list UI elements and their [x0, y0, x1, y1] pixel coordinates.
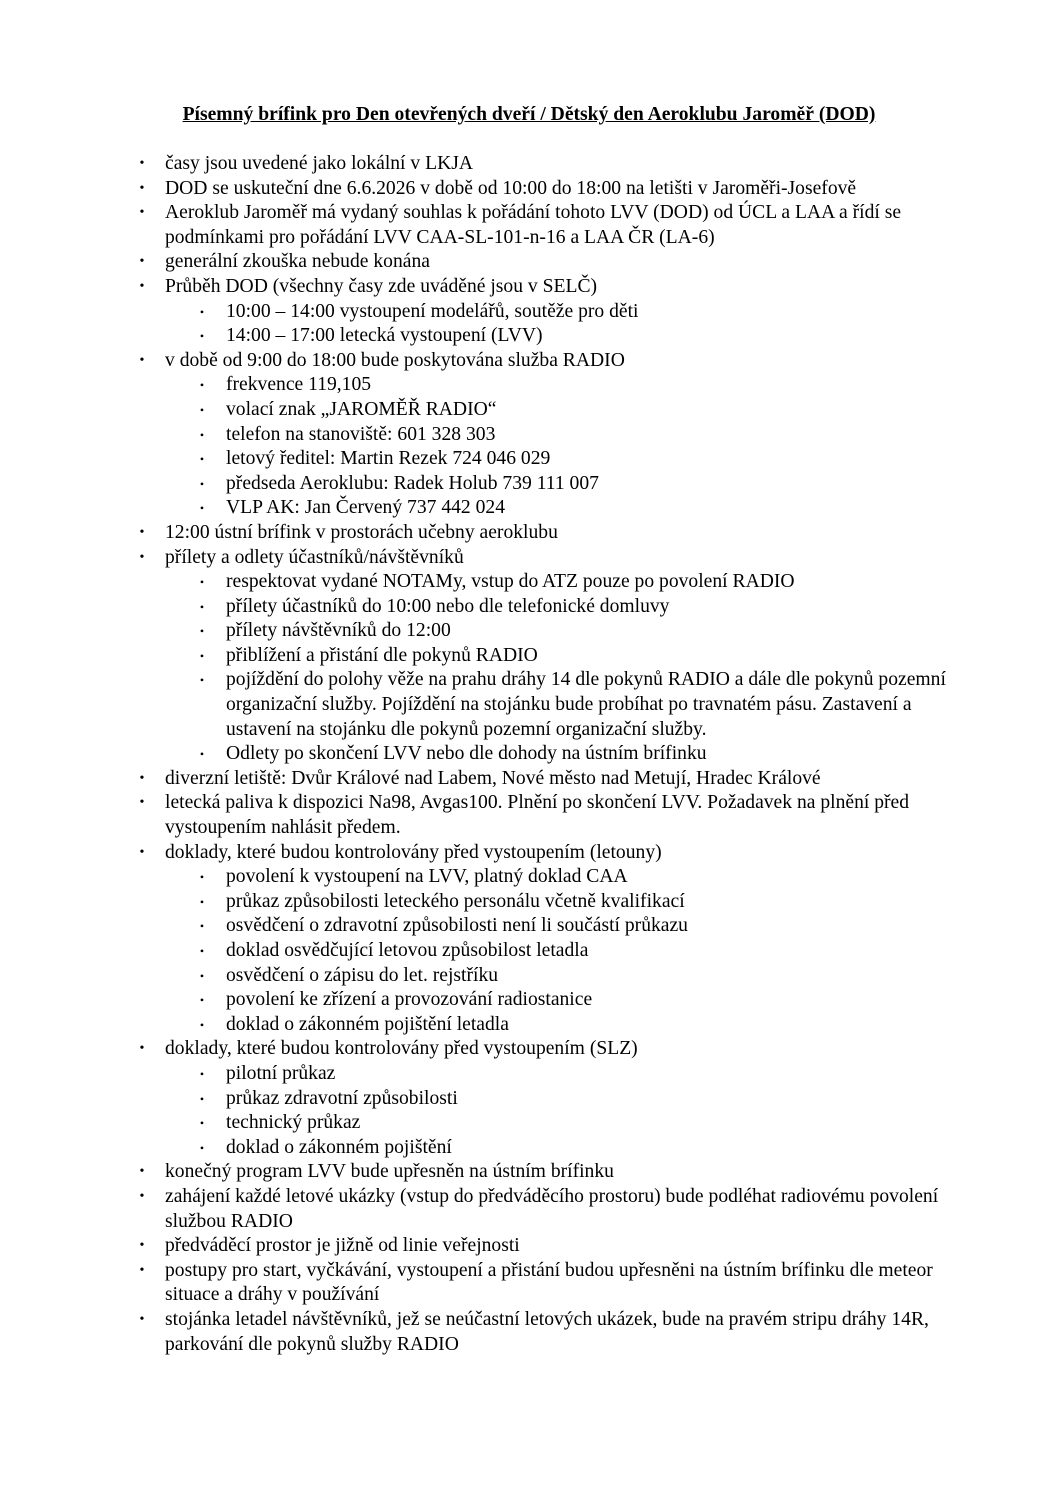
bullet-icon: •	[199, 329, 205, 344]
bullet-icon: •	[139, 1164, 145, 1180]
list-item-text: konečný program LVV bude upřesněn na ústním brífinku	[165, 1161, 614, 1183]
bullet-icon: •	[139, 1041, 145, 1057]
sub-list-item	[0, 890, 1058, 915]
list-item	[0, 521, 1058, 546]
bullet-icon: •	[199, 427, 205, 442]
sub-list-item-text: osvědčení o zdravotní způsobilosti není li součástí průkazu	[226, 915, 688, 937]
sub-list-item-text: doklad o zákonném pojištění	[226, 1136, 452, 1158]
sub-list	[0, 373, 1058, 521]
sub-list-item-text: osvědčení o zápisu do let. rejstříku	[226, 964, 499, 986]
bullet-icon: •	[139, 180, 145, 196]
list-item	[0, 152, 1058, 177]
sub-list-item	[0, 619, 1058, 644]
list-item-text: generální zkouška nebude konána	[165, 251, 430, 273]
bullet-icon: •	[139, 254, 145, 270]
sub-list-item-text: respektovat vydané NOTAMy, vstup do ATZ pouze po povolení RADIO	[226, 571, 795, 593]
sub-list-item-text: frekvence 119,105	[226, 374, 372, 396]
list-item-text: Průběh DOD (všechny časy zde uváděné jsou v SELČ)	[165, 275, 598, 297]
sub-list-item	[0, 300, 1058, 325]
sub-list-item-text: pilotní průkaz	[226, 1062, 336, 1084]
sub-list-item-text: přiblížení a přistání dle pokynů RADIO	[226, 644, 538, 666]
bullet-icon: •	[199, 452, 205, 467]
sub-list-item-text: průkaz způsobilosti leteckého personálu včetně kvalifikací	[226, 890, 685, 912]
bullet-icon: •	[139, 278, 145, 294]
sub-list-item-text: VLP AK: Jan Červený 737 442 024	[226, 497, 506, 519]
sub-list-item-text: průkaz zdravotní způsobilosti	[226, 1087, 458, 1109]
list-item-text: doklady, které budou kontrolovány před vystoupením (SLZ)	[165, 1038, 638, 1060]
bullet-icon: •	[199, 944, 205, 958]
list-item	[0, 201, 1058, 250]
list-item-text: v době od 9:00 do 18:00 bude poskytována služba RADIO	[165, 349, 625, 371]
sub-list-item	[0, 472, 1058, 497]
bullet-icon: •	[139, 1262, 145, 1278]
list-item	[0, 791, 1058, 840]
bullet-icon: •	[199, 1091, 205, 1106]
bullet-icon: •	[199, 673, 205, 688]
bullet-icon: •	[199, 476, 205, 491]
sub-list	[0, 865, 1058, 1037]
sub-list-item	[0, 644, 1058, 669]
sub-list-item-text: telefon na stanoviště: 601 328 303	[226, 423, 496, 445]
sub-list-item-text: doklad osvědčující letovou způsobilost letadla	[226, 940, 589, 961]
sub-list-item-text: povolení ke zřízení a provozování radiostanice	[226, 989, 593, 1011]
list-item-text: DOD se uskuteční dne 6.6.2026 v době od 10:00 do 18:00 na letišti v Jaroměři-Josefově	[165, 177, 857, 199]
sub-list-item	[0, 964, 1058, 989]
list-item	[0, 841, 1058, 866]
document-title: Písemný brífink pro Den otevřených dveří / Dětský den Aeroklubu Jaroměř (DOD)	[182, 104, 876, 125]
list-item-text: doklady, které budou kontrolovány před vystoupením (letouny)	[165, 841, 662, 863]
bullet-icon: •	[199, 378, 205, 393]
bullet-icon: •	[139, 844, 145, 860]
list-item	[0, 546, 1058, 571]
bullet-icon: •	[139, 770, 145, 786]
sub-list-item	[0, 595, 1058, 620]
sub-list-item	[0, 988, 1058, 1013]
sub-list-item-text: technický průkaz	[226, 1112, 361, 1134]
sub-list	[0, 570, 1058, 767]
list-item-text: zahájení každé letové ukázky (vstup do předváděcího prostoru) bude podléhat radiovému povolení službou RADIO	[165, 1185, 939, 1232]
bullet-icon: •	[199, 1140, 205, 1155]
list-item-text: diverzní letiště: Dvůr Králové nad Labem, Nové město nad Metují, Hradec Králové	[165, 767, 821, 789]
list-item-text: předváděcí prostor je jižně od linie veřejnosti	[165, 1235, 520, 1257]
list-item-text: 12:00 ústní brífink v prostorách učebny aeroklubu	[165, 521, 558, 543]
list-item-text: Aeroklub Jaroměř má vydaný souhlas k pořádání tohoto LVV (DOD) od ÚCL a LAA a řídí se podmínkami pro pořádání LVV CAA-SL-101-n-16 a LAA ČR (LA-6)	[165, 202, 902, 248]
list-item	[0, 1234, 1058, 1259]
sub-list	[0, 1062, 1058, 1160]
sub-list-item-text: povolení k vystoupení na LVV, platný doklad CAA	[226, 866, 628, 888]
list-item	[0, 767, 1058, 792]
sub-list-item	[0, 1087, 1058, 1112]
list-item-text: stojánka letadel návštěvníků, jež se neúčastní letových ukázek, bude na pravém stripu dráhy 14R, parkování dle pokynů služby RADIO	[165, 1308, 929, 1355]
sub-list-item	[0, 447, 1058, 472]
bullet-icon: •	[199, 304, 205, 319]
list-item	[0, 1037, 1058, 1062]
bullet-icon: •	[199, 993, 205, 1008]
list-item	[0, 1185, 1058, 1234]
sub-list-item	[0, 570, 1058, 595]
sub-list-item	[0, 914, 1058, 939]
bullet-icon: •	[199, 1066, 205, 1081]
sub-list-item-text: 14:00 – 17:00 letecká vystoupení (LVV)	[226, 325, 543, 347]
bullet-icon: •	[139, 1188, 145, 1204]
bullet-icon: •	[199, 624, 205, 639]
bullet-icon: •	[199, 894, 205, 909]
briefing-list	[0, 152, 1058, 1357]
sub-list-item-text: předseda Aeroklubu: Radek Holub 739 111 007	[226, 472, 599, 494]
bullet-icon: •	[199, 747, 205, 762]
bullet-icon: •	[199, 648, 205, 663]
sub-list-item	[0, 668, 1058, 742]
bullet-icon: •	[139, 352, 145, 368]
list-item-text: letecká paliva k dispozici Na98, Avgas100. Plnění po skončení LVV. Požadavek na plnění před vystoupením nahlásit předem.	[165, 792, 910, 839]
bullet-icon: •	[199, 575, 205, 590]
bullet-icon: •	[139, 205, 145, 221]
sub-list	[0, 300, 1058, 349]
sub-list-item	[0, 373, 1058, 398]
list-item	[0, 177, 1058, 202]
sub-list-item-text: doklad o zákonném pojištění letadla	[226, 1013, 509, 1035]
list-item	[0, 1160, 1058, 1185]
sub-list-item	[0, 1062, 1058, 1087]
list-item	[0, 250, 1058, 275]
sub-list-item-text: Odlety po skončení LVV nebo dle dohody na ústním brífinku	[226, 743, 707, 765]
bullet-icon: •	[139, 156, 145, 171]
sub-list-item	[0, 423, 1058, 448]
sub-list-item-text: pojíždění do polohy věže na prahu dráhy 14 dle pokynů RADIO a dále dle pokynů pozemní organizační služby. Pojíždění na stojánku bude probíhat po travnatém pásu. Zastavení a ustavení na stojánku dle pokynů pozemní organizační služby.	[226, 669, 946, 740]
sub-list-item-text: přílety účastníků do 10:00 nebo dle telefonické domluvy	[226, 595, 670, 617]
list-item	[0, 1259, 1058, 1308]
sub-list-item-text: volací znak „JAROMĚŘ RADIO“	[226, 398, 497, 420]
bullet-icon: •	[199, 1116, 205, 1131]
sub-list-item	[0, 939, 1058, 964]
sub-list-item	[0, 1136, 1058, 1161]
bullet-icon: •	[139, 795, 145, 811]
bullet-icon: •	[139, 549, 145, 565]
list-item	[0, 349, 1058, 374]
bullet-icon: •	[199, 501, 205, 516]
sub-list-item-text: přílety návštěvníků do 12:00	[226, 620, 451, 642]
list-item-text: postupy pro start, vyčkávání, vystoupení a přistání budou upřesněni na ústním brífinku dle meteor situace a dráhy v používání	[165, 1259, 933, 1306]
bullet-icon: •	[199, 870, 205, 885]
sub-list-item	[0, 1013, 1058, 1038]
bullet-icon: •	[139, 1311, 145, 1327]
sub-list-item	[0, 496, 1058, 521]
sub-list-item	[0, 865, 1058, 890]
sub-list-item-text: letový ředitel: Martin Rezek 724 046 029	[226, 448, 551, 470]
sub-list-item	[0, 398, 1058, 423]
sub-list-item-text: 10:00 – 14:00 vystoupení modelářů, soutěže pro děti	[226, 300, 639, 322]
list-item	[0, 1308, 1058, 1357]
bullet-icon: •	[199, 402, 205, 417]
sub-list-item	[0, 1111, 1058, 1136]
bullet-icon: •	[199, 919, 205, 934]
list-item-text: časy jsou uvedené jako lokální v LKJA	[165, 153, 473, 174]
list-item-text: přílety a odlety účastníků/návštěvníků	[165, 546, 464, 568]
bullet-icon: •	[199, 599, 205, 614]
bullet-icon: •	[139, 524, 145, 540]
bullet-icon: •	[199, 1017, 205, 1032]
sub-list-item	[0, 324, 1058, 349]
bullet-icon: •	[139, 1238, 145, 1254]
list-item	[0, 275, 1058, 300]
sub-list-item	[0, 742, 1058, 767]
bullet-icon: •	[199, 968, 205, 983]
